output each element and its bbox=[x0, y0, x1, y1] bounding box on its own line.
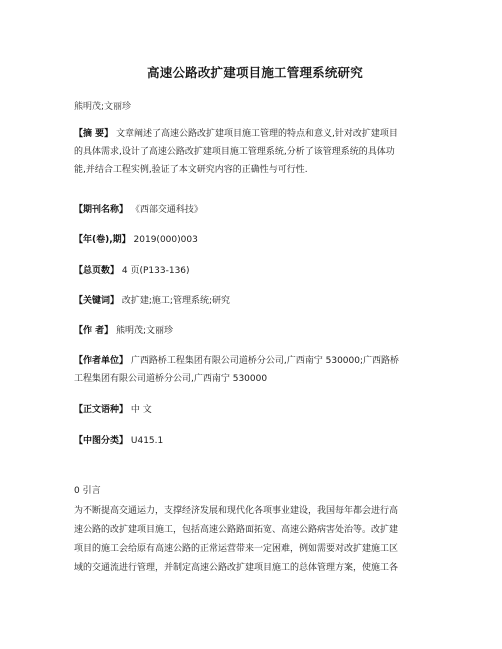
abstract-label: 【摘 要】 bbox=[74, 129, 114, 139]
body-line-3: 项目的施工会给原有高速公路的正常运营带来一定困难，例如需要对改扩建施工区 bbox=[74, 544, 399, 554]
unit-line-2: 工程集团有限公司道桥分公司,广西南宁 530000 bbox=[74, 374, 268, 384]
author-field bbox=[74, 322, 436, 340]
pages-label: 【总页数】 bbox=[74, 266, 120, 276]
author-value: 熊明茂;文丽珍 bbox=[116, 326, 174, 336]
pages-field bbox=[74, 262, 436, 280]
pages-value: 4 页(P133-136) bbox=[121, 266, 190, 276]
body-line-1: 为不断提高交通运力，支撑经济发展和现代化各项事业建设，我国每年都会进行高 bbox=[74, 506, 399, 516]
abstract-line-2: 的具体需求,设计了高速公路改扩建项目施工管理系统,分析了该管理系统的具体功 bbox=[74, 147, 395, 157]
classification-field bbox=[74, 432, 436, 450]
year-issue-field bbox=[74, 231, 436, 249]
language-label: 【正文语种】 bbox=[74, 405, 129, 415]
author-label: 【作 者】 bbox=[74, 326, 114, 336]
abstract-line-1: 文章阐述了高速公路改扩建项目施工管理的特点和意义,针对改扩建项目 bbox=[116, 129, 398, 139]
body-line-4: 域的交通流进行管理，并制定高速公路改扩建项目施工的总体管理方案，使施工各 bbox=[74, 563, 399, 573]
journal-field bbox=[74, 201, 436, 219]
keywords-value: 改扩建;施工;管理系统;研究 bbox=[121, 296, 230, 306]
author-line: 熊明茂;文丽珍 bbox=[74, 102, 132, 112]
unit-label: 【作者单位】 bbox=[74, 356, 129, 366]
body-line-2: 速公路的改扩建项目施工，包括高速公路路面拓宽、高速公路病害处治等。改扩建 bbox=[74, 525, 399, 535]
year-issue-label: 【年(卷),期】 bbox=[74, 235, 131, 245]
year-issue-value: 2019(000)003 bbox=[133, 235, 198, 245]
keywords-label: 【关键词】 bbox=[74, 296, 120, 306]
page-title: 高速公路改扩建项目施工管理系统研究 bbox=[147, 65, 363, 80]
keywords-field bbox=[74, 292, 436, 310]
abstract-field bbox=[74, 125, 436, 179]
classification-value: U415.1 bbox=[130, 436, 164, 446]
language-value: 中 文 bbox=[130, 405, 152, 415]
abstract-line-3: 能,并结合工程实例,验证了本文研究内容的正确性与可行性. bbox=[74, 165, 308, 175]
classification-label: 【中图分类】 bbox=[74, 436, 129, 446]
body-paragraph bbox=[74, 502, 436, 578]
unit-field bbox=[74, 352, 436, 388]
journal-value: 《西部交通科技》 bbox=[130, 205, 203, 215]
journal-label: 【期刊名称】 bbox=[74, 205, 129, 215]
section-heading: 0 引言 bbox=[74, 486, 101, 496]
unit-line-1: 广西路桥工程集团有限公司道桥分公司,广西南宁 530000;广西路桥 bbox=[130, 356, 400, 366]
language-field bbox=[74, 401, 436, 419]
